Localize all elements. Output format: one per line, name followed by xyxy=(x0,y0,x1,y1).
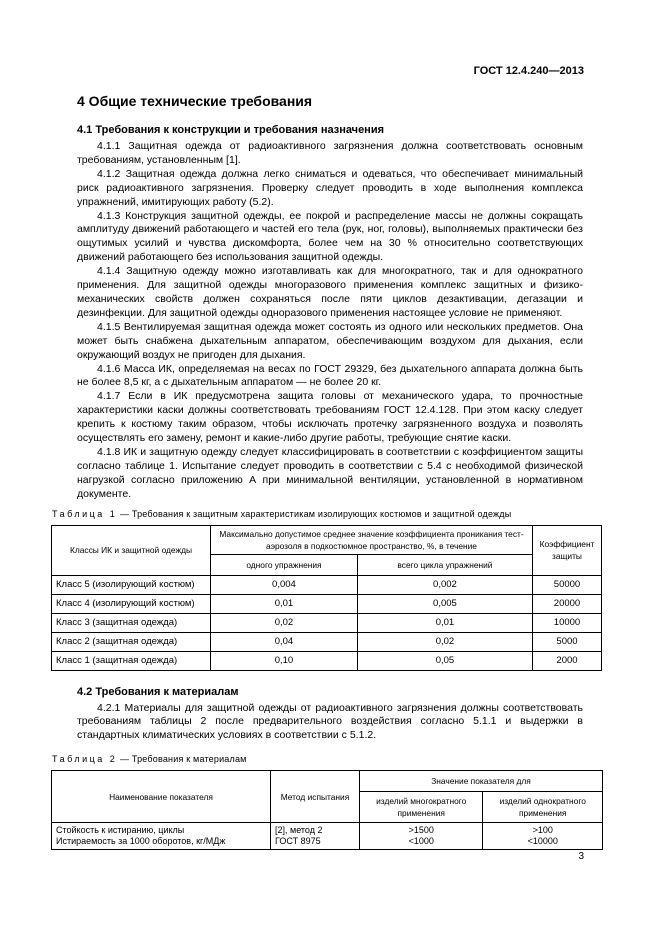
header-indicator-name: Наименование показателя xyxy=(52,771,271,823)
table-caption-label: Таблица 1 xyxy=(52,508,118,519)
table-caption-label: Таблица 2 xyxy=(52,754,118,765)
single-use-value: >100 xyxy=(532,825,553,836)
indicator-name-cell xyxy=(52,823,271,850)
table-body xyxy=(52,575,602,670)
table-caption-text: — Требования к защитным характеристикам изолирующих костюмов и защитной одежды xyxy=(117,508,512,519)
header-test-method: Метод испытания xyxy=(271,771,360,823)
one-exercise-cell: 0,10 xyxy=(211,651,358,670)
header-multi-use: изделий многократного применения xyxy=(360,792,483,823)
paragraph: 4.1.7 Если в ИК предусмотрена защита головы от механического удара, то прочностные характеристики каски должны соответствовать требованиям ГОСТ 12.4.128. При этом каску следует крепить к костюму таким образом, чтобы исключать протечку загрязненного воздуха и позволять осуществлять его замену, ремонт и какие-либо другие работы, требующие снятие каски. xyxy=(77,390,583,445)
class-cell: Класс 1 (защитная одежда) xyxy=(52,651,211,670)
full-cycle-cell: 0,005 xyxy=(357,594,532,613)
table-row xyxy=(52,575,602,594)
table-caption xyxy=(52,754,583,764)
table-row xyxy=(52,613,602,632)
protection-classes-table xyxy=(51,525,602,671)
single-use-value: <10000 xyxy=(527,836,558,847)
section-title: 4 Общие технические требования xyxy=(77,93,313,109)
header-coefficient: Коэффициент защиты xyxy=(533,525,602,575)
table-row xyxy=(52,823,603,850)
paragraph: 4.1.6 Масса ИК, определяемая на весах по ГОСТ 29329, без дыхательного аппарата должна быть не более 8,5 кг, а с дыхательным аппаратом — не более 20 кг. xyxy=(77,362,583,389)
materials-table xyxy=(51,770,603,850)
subsection-title: 4.2 Требования к материалам xyxy=(77,685,239,698)
page-number: 3 xyxy=(578,851,584,862)
class-cell: Класс 2 (защитная одежда) xyxy=(52,632,211,651)
paragraph: 4.1.3 Конструкция защитной одежды, ее покрой и распределение массы не должны сокращать амплитуду движений работающего и частей его тела (рук, ног, головы), выполняемых практически без ощутимых усилий и чувства дискомфорта, более чем на 30 % относительно соответствующих движений работающего без использования защитной одежды. xyxy=(77,209,583,264)
multi-use-cell xyxy=(360,823,483,850)
coefficient-cell: 20000 xyxy=(533,594,602,613)
test-method: ГОСТ 8975 xyxy=(275,836,321,847)
table-caption xyxy=(52,509,583,519)
class-cell: Класс 3 (защитная одежда) xyxy=(52,613,211,632)
paragraphs-4-2 xyxy=(77,702,583,744)
header-indicator-value: Значение показателя для xyxy=(360,771,603,792)
test-method: [2], метод 2 xyxy=(275,825,323,836)
paragraph: 4.1.4 Защитную одежду можно изготавливать как для многократного, так и для однократного применения. Для защитной одежды многоразового применения комплекс защитных и физико-механических свойств должен сохраняться после пяти циклов дезактивации, дегазации и дезинфекции. Для защитной одежды одноразового применения настоящее условие не применяют. xyxy=(77,265,583,319)
header-single-use: изделий однократного применения xyxy=(483,792,603,823)
header-full-cycle: всего цикла упражнений xyxy=(357,554,532,575)
one-exercise-cell: 0,01 xyxy=(211,594,358,613)
class-cell: Класс 4 (изолирующий костюм) xyxy=(52,594,211,613)
one-exercise-cell: 0,004 xyxy=(211,575,358,594)
coefficient-cell: 5000 xyxy=(533,632,602,651)
full-cycle-cell: 0,01 xyxy=(357,613,532,632)
method-cell xyxy=(271,823,360,850)
table-row xyxy=(52,651,602,670)
coefficient-cell: 10000 xyxy=(533,613,602,632)
header-class: Классы ИК и защитной одежды xyxy=(52,525,211,575)
subsection-title: 4.1 Требования к конструкции и требования назначения xyxy=(77,124,385,136)
coefficient-cell: 2000 xyxy=(533,651,602,670)
full-cycle-cell: 0,02 xyxy=(357,632,532,651)
paragraph: 4.1.8 ИК и защитную одежду следует классифицировать в соответствии с коэффициентом защиты согласно таблице 1. Испытание следует проводить в соответствии с 5.4 с необходимой физической нагрузкой согласно приложению А при минимальной вентиляции, установленной в нормативном документе. xyxy=(77,445,583,500)
single-use-cell xyxy=(483,823,603,850)
standard-code: ГОСТ 12.4.240—2013 xyxy=(473,65,584,77)
indicator-name: Истираемость за 1000 оборотов, кг/МДж xyxy=(56,836,226,847)
header-one-exercise: одного упражнения xyxy=(211,554,358,575)
multi-use-value: <1000 xyxy=(408,836,434,847)
table-row xyxy=(52,594,602,613)
full-cycle-cell: 0,002 xyxy=(357,575,532,594)
coefficient-cell: 50000 xyxy=(533,575,602,594)
table-row xyxy=(52,632,602,651)
one-exercise-cell: 0,04 xyxy=(211,632,358,651)
header-max-penetration: Максимально допустимое среднее значение коэффициента проникания тест-аэрозоля в подкостюмное пространство, %, в течение xyxy=(211,525,533,554)
paragraph: 4.1.5 Вентилируемая защитная одежда может состоять из одного или нескольких предметов. Она может быть снабжена дыхательным аппаратом, обеспечивающим воздухом для дыхания, если окружающий воздух не пригоден для дыхания. xyxy=(77,320,583,361)
table-caption-text: — Требования к материалам xyxy=(117,754,247,765)
document-content xyxy=(52,93,595,850)
paragraph: 4.2.1 Материалы для защитной одежды от радиоактивного загрязнения должны соответствовать требованиям таблицы 2 после предварительного воздействия согласно 5.1.1 и выдержки в стандартных климатических условиях в соответствии с 5.1.2. xyxy=(77,701,583,742)
paragraphs-4-1 xyxy=(77,140,583,502)
paragraph: 4.1.2 Защитная одежда должна легко сниматься и одеваться, что обеспечивает минимальный риск радиоактивного загрязнения. Проверку следует проводить в ходе выполнения комплекса упражнений, имитирующих работу (5.2). xyxy=(77,167,583,208)
paragraph: 4.1.1 Защитная одежда от радиоактивного загрязнения должна соответствовать основным требованиям, установленным [1]. xyxy=(77,140,583,166)
multi-use-value: >1500 xyxy=(408,825,434,836)
indicator-name: Стойкость к истиранию, циклы xyxy=(56,825,185,836)
full-cycle-cell: 0,05 xyxy=(357,651,532,670)
class-cell: Класс 5 (изолирующий костюм) xyxy=(52,575,211,594)
one-exercise-cell: 0,02 xyxy=(211,613,358,632)
